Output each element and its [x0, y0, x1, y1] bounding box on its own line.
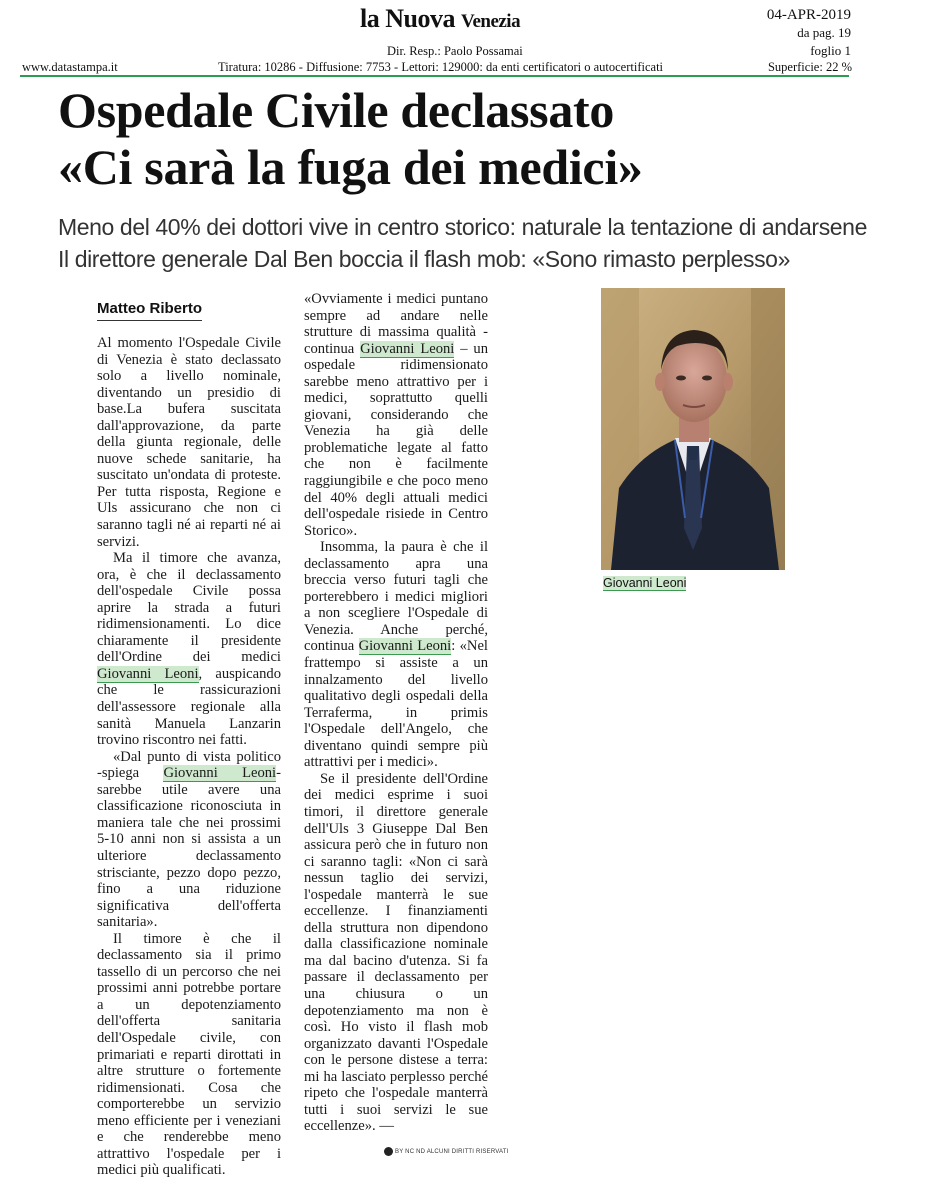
- subheadline-line-2: Il direttore generale Dal Ben boccia il flash mob: «Sono rimasto perplesso»: [58, 246, 790, 272]
- author-byline: Matteo Riberto: [97, 300, 202, 321]
- surface-info: Superficie: 22 %: [767, 60, 852, 74]
- headline-line-1: Ospedale Civile declassato: [58, 82, 615, 138]
- highlighted-name: Giovanni Leoni: [360, 340, 455, 357]
- circulation-info: Tiratura: 10286 - Diffusione: 7753 - Lettori: 129000: da enti certificatori o autocertificati: [218, 60, 664, 74]
- paragraph: Insomma, la paura è che il declassamento apra una breccia verso futuri tagli che porterebbero i medici migliori a non scegliere l'Ospedale di Venezia. Anche perché, continua Giovanni Leoni: «Nel frattempo si assiste a un innalzamento del livello qualitativo degli ospedali della Terraferma, in primis l'Ospedale dell'Angelo, che diventano quindi sempre più attrattivi per i medici».: [304, 539, 488, 771]
- sheet-number: foglio 1: [810, 43, 851, 58]
- masthead-title: la Nuova: [360, 4, 455, 33]
- highlighted-name: Giovanni Leoni: [358, 638, 452, 655]
- article-headline: [58, 82, 918, 196]
- subheadline-line-1: Meno del 40% dei dottori vive in centro storico: naturale la tentazione di andarsene: [58, 214, 867, 240]
- director-line: Dir. Resp.: Paolo Possamai: [387, 44, 523, 58]
- newspaper-masthead: [360, 4, 520, 34]
- headline-line-2: «Ci sarà la fuga dei medici»: [58, 139, 643, 195]
- paragraph: Al momento l'Ospedale Civile di Venezia è stato declassato solo a livello nominale, diventando un presidio di base.La bufera suscitata dall'approvazione, da parte della giunta regionale, delle nuove schede sanitarie, ha suscitato un'ondata di proteste. Per tutta risposta, Regione e Uls assicurano che non ci saranno tagli né ai reparti né ai servizi.: [97, 335, 281, 550]
- source-website: www.datastampa.it: [22, 60, 118, 74]
- publication-date: 04-APR-2019: [766, 7, 851, 23]
- page-meta: [767, 6, 851, 60]
- portrait-photo: [601, 288, 785, 570]
- creative-commons-icon: [384, 1147, 393, 1156]
- paragraph: «Ovviamente i medici puntano sempre ad andare nelle strutture di massima qualità -continua Giovanni Leoni – un ospedale ridimensionato sarebbe meno attrattivo per i medici, soprattutto quelli giovani, considerando che Venezia ha già delle problematiche legate al fatto che non è facilmente raggiungibile e che poco meno del 40% degli attuali medici dell'ospedale risiede in Centro Storico».: [304, 291, 488, 539]
- article-subheadline: [58, 211, 918, 275]
- copyright-notice: BY NC ND ALCUNI DIRITTI RISERVATI: [384, 1147, 509, 1156]
- paragraph: Il timore è che il declassamento sia il primo tassello di un percorso che nei prossimi anni potrebbe portare a un depotenziamento dell'offerta sanitaria dell'Ospedale civile, con primariati e reparti dirottati in altre strutture o fortemente ridimensionati. Cosa che comporterebbe un servizio meno efficiente per i veneziani e che renderebbe meno attrattivo l'ospedale per i medici più qualificati.: [97, 930, 281, 1179]
- article-column-1: [97, 335, 281, 1179]
- masthead-edition: Venezia: [460, 11, 521, 32]
- portrait-illustration: [601, 288, 785, 570]
- photo-caption: [603, 576, 686, 590]
- page-number: da pag. 19: [797, 25, 851, 40]
- paragraph: «Dal punto di vista politico -spiega Giovanni Leoni- sarebbe utile avere una classificazione riconosciuta in maniera tale che nei prossimi 5-10 anni non si assista a un ulteriore declassamento strisciante, pezzo dopo pezzo, fino a una riduzione significativa dell'offerta sanitaria».: [97, 748, 281, 931]
- highlighted-name: Giovanni Leoni: [97, 665, 199, 682]
- paragraph: Ma il timore che avanza, ora, è che il declassamento dell'ospedale Civile possa aprire la strada a futuri ridimensionamenti. Lo dice chiaramente il presidente dell'Ordine dei medici Giovanni Leoni, auspicando che le rassicurazioni dell'assessore regionale alla sanità Manuela Lanzarin trovino riscontro nei fatti.: [97, 550, 281, 749]
- article-column-2: [304, 291, 488, 1135]
- header-divider: [20, 75, 849, 77]
- paragraph: Se il presidente dell'Ordine dei medici esprime i suoi timori, il direttore generale dell'Uls 3 Giuseppe Dal Ben assicura però che in futuro non ci saranno tagli: «Non ci sarà nessun taglio dei servizi, l'ospedale manterrà le sue eccellenze. I finanziamenti della struttura non dipendono dalla classificazione nominale ma dal bacino d'utenza. Si fa passare il declassamento per una chiusura o un depotenziamento ma non è così. Ho visto il flash mob organizzato davanti l'Ospedale con le persone distese a terra: mi ha lasciato perplesso perché ripeto che l'ospedale manterrà tutti i suoi servizi le sue eccellenze». —: [304, 770, 488, 1135]
- highlighted-name: Giovanni Leoni: [163, 765, 277, 782]
- highlighted-name: Giovanni Leoni: [603, 576, 687, 590]
